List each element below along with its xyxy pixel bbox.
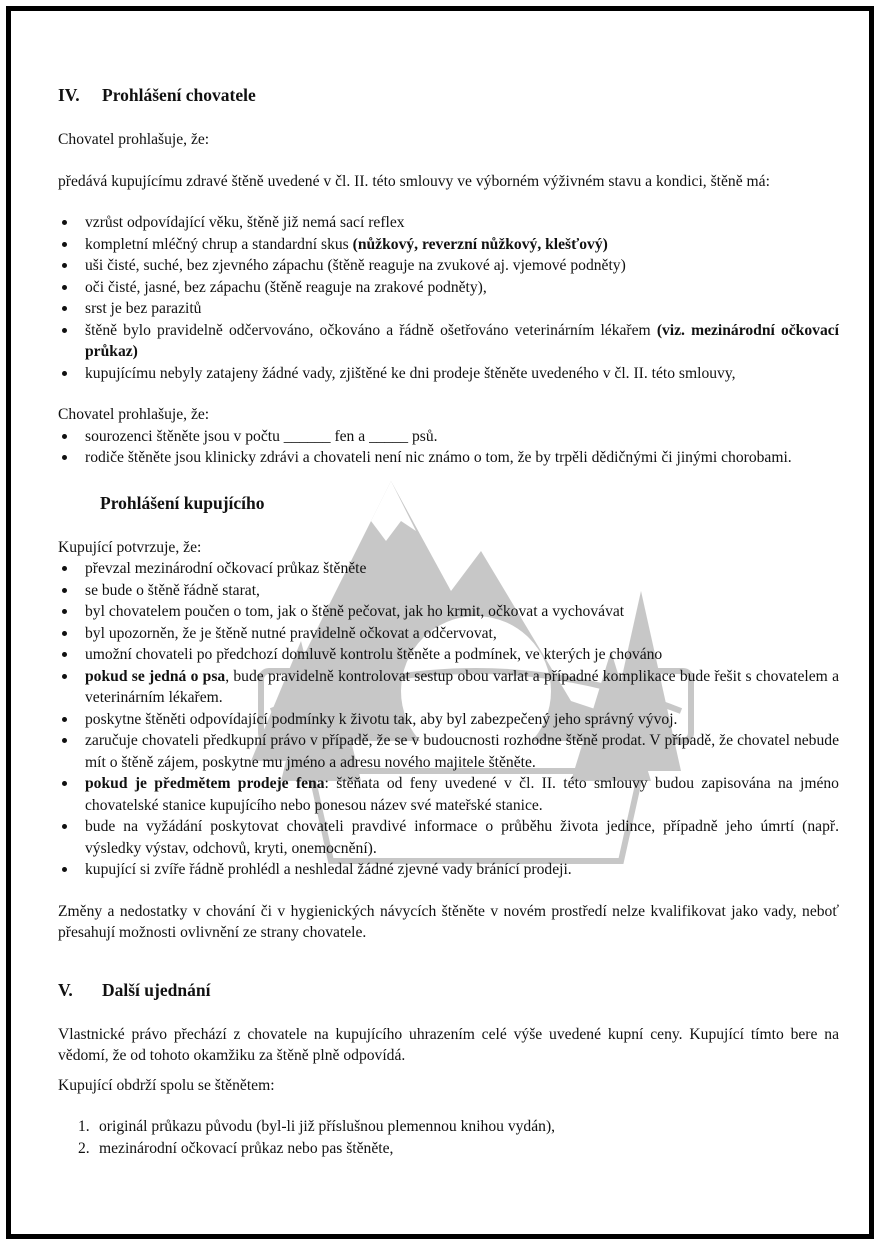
breeder-intro: Chovatel prohlašuje, že: <box>58 131 210 148</box>
list-item: rodiče štěněte jsou klinicky zdrávi a chovateli není nic známo o tom, že by trpěli dědičnými či jinými chorobami. <box>58 447 839 469</box>
list-item: oči čisté, jasné, bez zápachu (štěně reaguje na zrakové podněty), <box>58 277 839 299</box>
page-frame <box>6 6 874 1239</box>
list-item: štěně bylo pravidelně odčervováno, očkováno a řádně ošetřováno veterinárním lékařem (viz. mezinárodní očkovací průkaz) <box>58 320 839 363</box>
document-body <box>58 75 839 1159</box>
buyer-list <box>58 558 839 881</box>
numbered-list <box>58 1116 839 1159</box>
list-item: 1. originál průkazu původu (byl-li již příslušnou plemennou knihou vydán), <box>78 1118 556 1135</box>
list-item: uši čisté, suché, bez zjevného zápachu (štěně reaguje na zvukové aj. vjemové podněty) <box>58 255 839 277</box>
breeder-list-2 <box>58 426 839 469</box>
ownership-paragraph: Vlastnické právo přechází z chovatele na kupujícího uhrazením celé výše uvedené kupní ceny. Kupující tímto bere na vědomí, že od tohoto okamžiku za štěně plně odpovídá. <box>58 1025 839 1064</box>
list-item: kompletní mléčný chrup a standardní skus (nůžkový, reverzní nůžkový, klešťový) <box>58 234 839 256</box>
list-item: byl upozorněn, že je štěně nutné pravidelně očkovat a odčervovat, <box>58 623 839 645</box>
list-item: bude na vyžádání poskytovat chovateli pravdivé informace o průběhu života jedince, případně jeho úmrtí (např. výsledky výstav, odchovů, kryti, onemocnění). <box>58 816 839 859</box>
list-item: převzal mezinárodní očkovací průkaz štěněte <box>58 558 839 580</box>
list-item: pokud se jedná o psa, bude pravidelně kontrolovat sestup obou varlat a případné komplikace bude řešit s chovatelem a veterinárním lékařem. <box>58 666 839 709</box>
list-item: se bude o štěně řádně starat, <box>58 580 839 602</box>
list-item: pokud je předmětem prodeje fena: štěňata od feny uvedené v čl. II. této smlouvy budou zapisována na jméno chovatelské stanice kupujícího nebo ponesou název své mateřské stanice. <box>58 773 839 816</box>
breeder-intro-2: Chovatel prohlašuje, že: <box>58 406 210 423</box>
section-heading-v: V. Další ujednání <box>58 979 211 1000</box>
section-heading-iv: IV. Prohlášení chovatele <box>58 85 256 105</box>
breeder-paragraph: předává kupujícímu zdravé štěně uvedené v čl. II. této smlouvy ve výborném výživném stavu a kondici, štěně má: <box>58 172 770 190</box>
buyer-closing: Změny a nedostatky v chování či v hygienických návycích štěněte v novém prostředí nelze kvalifikovat jako vady, neboť přesahují možnosti ovlivnění ze strany chovatele. <box>58 902 839 941</box>
list-item: zaručuje chovateli předkupní právo v případě, že se v budoucnosti rozhodne štěně prodat. V případě, že chovatel nebude mít o štěně zájem, poskytne mu jméno a adresu nového majitele štěněte. <box>58 730 839 773</box>
list-item: vzrůst odpovídající věku, štěně již nemá sací reflex <box>58 212 839 234</box>
buyer-heading: Prohlášení kupujícího <box>100 492 265 513</box>
items-intro: Kupující obdrží spolu se štěnětem: <box>58 1076 275 1094</box>
list-item: byl chovatelem poučen o tom, jak o štěně pečovat, jak ho krmit, očkovat a vychovávat <box>58 601 839 623</box>
list-item: sourozenci štěněte jsou v počtu ______ fen a _____ psů. <box>58 426 839 448</box>
list-item: kupujícímu nebyly zatajeny žádné vady, zjištěné ke dni prodeje štěněte uvedeného v čl. II. této smlouvy, <box>58 363 839 385</box>
buyer-intro: Kupující potvrzuje, že: <box>58 538 202 556</box>
list-item: kupující si zvíře řádně prohlédl a neshledal žádné zjevné vady bránící prodeji. <box>58 859 839 881</box>
list-item: poskytne štěněti odpovídající podmínky k životu tak, aby byl zabezpečený jeho správný vývoj. <box>58 709 839 731</box>
list-item: srst je bez parazitů <box>58 298 839 320</box>
breeder-list <box>58 212 839 384</box>
list-item: umožní chovateli po předchozí domluvě kontrolu štěněte a podmínek, ve kterých je chováno <box>58 644 839 666</box>
list-item: 2. mezinárodní očkovací průkaz nebo pas štěněte, <box>78 1139 394 1157</box>
